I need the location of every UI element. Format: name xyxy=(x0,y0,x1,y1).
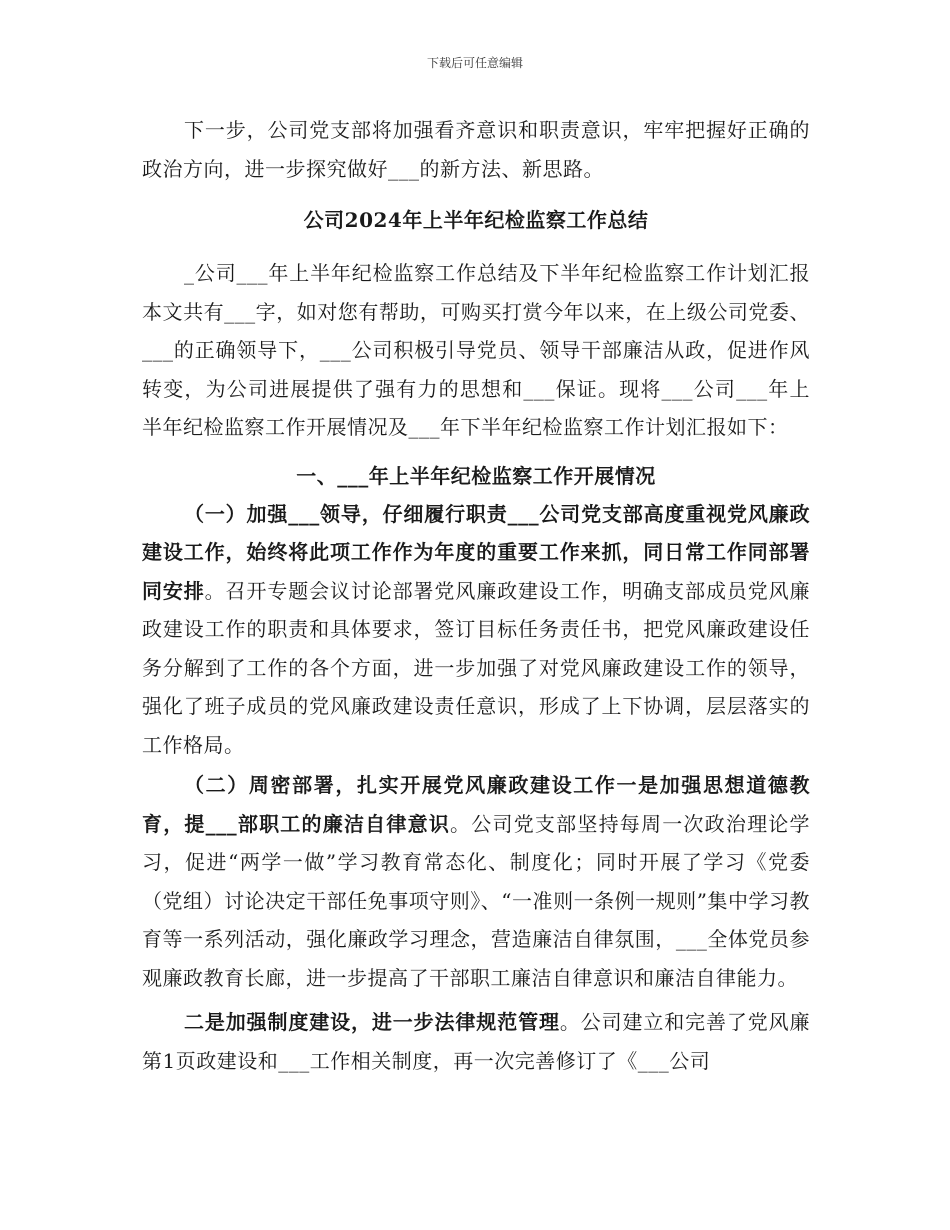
paragraph-1-body: 。召开专题会议讨论部署党风廉政建设工作，明确支部成员党风廉政建设工作的职责和具体要求，签订目标任务责任书，把党风廉政建设任务分解到了工作的各个方面，进一步加强了对党风廉政建设工作的领导，强化了班子成员的党风廉政建设责任意识，形成了上下协调，层层落实的工作格局。 xyxy=(142,578,811,757)
paragraph-3-body: 。公司建立和完善了党风廉第1页政建设和___工作相关制度，再一次完善修订了《___公司 xyxy=(142,1010,811,1073)
document-body xyxy=(142,111,810,1080)
intro-paragraph: 下一步，公司党支部将加强看齐意识和职责意识，牢牢把握好正确的政治方向，进一步探究做好___的新方法、新思路。 xyxy=(142,118,810,181)
paragraph-2-bold-lead: （二）周密部署，扎实开展党风廉政建设工作一是加强思想道德教育，提___部职工的廉洁自律意识 xyxy=(142,773,810,836)
paragraph-1-bold-lead: （一）加强___领导，仔细履行职责___公司党支部高度重视党风廉政建设工作，始终将此项工作作为年度的重要工作来抓，同日常工作同部署同安排 xyxy=(142,501,810,603)
paragraph-1 xyxy=(142,495,810,765)
summary-paragraph: _公司___年上半年纪检监察工作总结及下半年纪检监察工作计划汇报本文共有___字，如对您有帮助，可购买打赏今年以来，在上级公司党委、___的正确领导下，___公司积极引导党员、领导干部廉洁从政，促进作风转变，为公司进展提供了强有力的思想和___保证。现将___公司___年上半年纪检监察工作开展情况及___年下半年纪检监察工作计划汇报如下： xyxy=(142,261,810,439)
paragraph-2 xyxy=(142,766,810,997)
paragraph-2-body: 。公司党支部坚持每周一次政治理论学习，促进“两学一做”学习教育常态化、制度化；同时开展了学习《党委（党组）讨论决定干部任免事项守则》、“一准则一条例一规则”集中学习教育等一系列活动，强化廉政学习理念，营造廉洁自律氛围，___全体党员参观廉政教育长廊，进一步提高了干部职工廉洁自律意识和廉洁自律能力。 xyxy=(142,811,811,990)
paragraph-3-bold-lead: 二是加强制度建设，进一步法律规范管理 xyxy=(184,1010,560,1034)
page-header: 下载后可任意编辑 xyxy=(426,56,523,70)
paragraph-3 xyxy=(142,1003,810,1080)
section-heading-1: 一、___年上半年纪检监察工作开展情况 xyxy=(296,463,656,488)
document-title: 公司2024年上半年纪检监察工作总结 xyxy=(303,208,649,232)
